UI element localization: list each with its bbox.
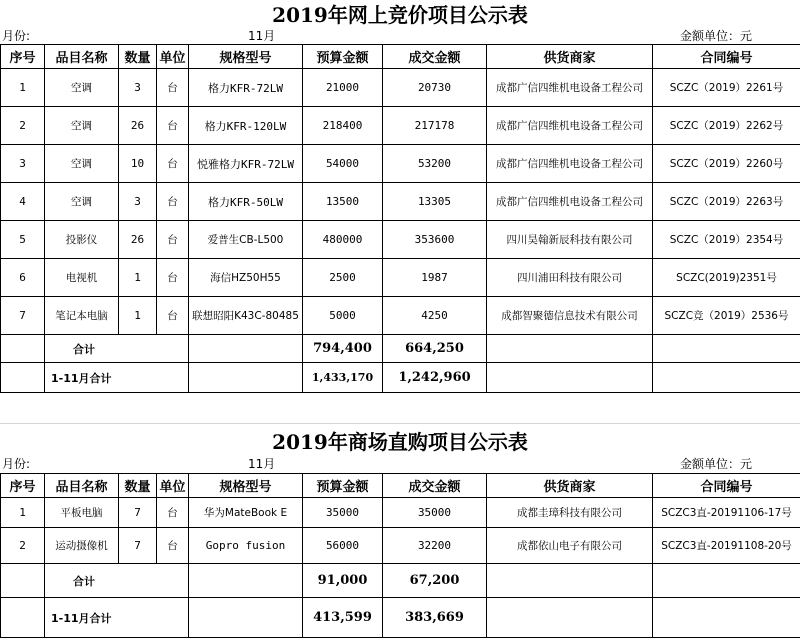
cell[interactable]: SCZC3直-20191108-20号: [653, 528, 800, 564]
cell[interactable]: 成都广信四维机电设备工程公司: [487, 145, 653, 183]
cell[interactable]: 联想昭阳K43C-80485: [189, 297, 303, 335]
cell[interactable]: 4250: [383, 297, 487, 335]
cell[interactable]: [653, 363, 800, 393]
cell[interactable]: 2: [1, 107, 45, 145]
ytd-total-row: [1, 363, 800, 393]
cell[interactable]: 台: [157, 259, 189, 297]
store-header-row: [1, 474, 800, 498]
header-cell: 序号: [1, 474, 45, 498]
cell[interactable]: SCZC3直-20191106-17号: [653, 498, 800, 528]
cell[interactable]: [653, 564, 800, 598]
cell[interactable]: 3: [119, 183, 157, 221]
cell[interactable]: SCZC(2019)2351号: [653, 259, 800, 297]
ytd-budget[interactable]: 413,599: [303, 598, 383, 638]
cell[interactable]: 218400: [303, 107, 383, 145]
header-cell: 数量: [119, 474, 157, 498]
cell[interactable]: 21000: [303, 69, 383, 107]
cell[interactable]: [189, 335, 303, 363]
header-cell: 合同编号: [653, 474, 800, 498]
total-budget[interactable]: 91,000: [303, 564, 383, 598]
cell[interactable]: [1, 564, 45, 598]
cell[interactable]: [653, 598, 800, 638]
cell[interactable]: SCZC（2019）2354号: [653, 221, 800, 259]
empty-grid-row: [0, 398, 800, 424]
cell[interactable]: 四川浦田科技有限公司: [487, 259, 653, 297]
cell[interactable]: 海信HZ50H55: [189, 259, 303, 297]
header-cell: 数量: [119, 45, 157, 69]
header-cell: 单位: [157, 45, 189, 69]
header-cell: 成交金额: [383, 45, 487, 69]
table-row: [1, 145, 800, 183]
cell[interactable]: 26: [119, 107, 157, 145]
header-cell: 成交金额: [383, 474, 487, 498]
cell[interactable]: 空调: [45, 69, 119, 107]
cell[interactable]: 56000: [303, 528, 383, 564]
cell[interactable]: 1: [119, 297, 157, 335]
header-cell: 供货商家: [487, 474, 653, 498]
table-row: [1, 69, 800, 107]
cell[interactable]: 5000: [303, 297, 383, 335]
cell[interactable]: SCZC（2019）2263号: [653, 183, 800, 221]
cell[interactable]: 台: [157, 69, 189, 107]
total-budget[interactable]: 794,400: [303, 335, 383, 363]
cell[interactable]: 3: [1, 145, 45, 183]
online-unit-label: 金额单位：元: [680, 29, 753, 43]
cell[interactable]: 217178: [383, 107, 487, 145]
cell[interactable]: 格力KFR-120LW: [189, 107, 303, 145]
total-row: [1, 564, 800, 598]
cell[interactable]: 35000: [383, 498, 487, 528]
cell[interactable]: [487, 598, 653, 638]
cell[interactable]: 10: [119, 145, 157, 183]
cell[interactable]: 1: [119, 259, 157, 297]
cell[interactable]: [1, 335, 45, 363]
cell[interactable]: SCZC（2019）2261号: [653, 69, 800, 107]
cell[interactable]: SCZC竞（2019）2536号: [653, 297, 800, 335]
online-month-value: 11月: [248, 29, 276, 43]
cell[interactable]: 13305: [383, 183, 487, 221]
header-cell: 品目名称: [45, 45, 119, 69]
cell[interactable]: [189, 598, 303, 638]
cell[interactable]: 13500: [303, 183, 383, 221]
cell[interactable]: [189, 564, 303, 598]
cell[interactable]: 台: [157, 183, 189, 221]
cell[interactable]: [487, 363, 653, 393]
cell[interactable]: 4: [1, 183, 45, 221]
cell[interactable]: 四川昊翰新辰科技有限公司: [487, 221, 653, 259]
cell[interactable]: 1: [1, 69, 45, 107]
cell[interactable]: 成都智聚德信息技术有限公司: [487, 297, 653, 335]
table-row: [1, 183, 800, 221]
cell[interactable]: 电视机: [45, 259, 119, 297]
cell[interactable]: 空调: [45, 145, 119, 183]
cell[interactable]: [1, 363, 45, 393]
cell[interactable]: 6: [1, 259, 45, 297]
store-unit-label: 金额单位：元: [680, 457, 753, 471]
cell[interactable]: 7: [1, 297, 45, 335]
cell[interactable]: 2500: [303, 259, 383, 297]
cell[interactable]: 投影仪: [45, 221, 119, 259]
header-cell: 预算金额: [303, 45, 383, 69]
cell[interactable]: 7: [119, 528, 157, 564]
cell[interactable]: 353600: [383, 221, 487, 259]
cell[interactable]: 运动摄像机: [45, 528, 119, 564]
cell[interactable]: 35000: [303, 498, 383, 528]
total-label[interactable]: 合计: [45, 564, 189, 598]
cell[interactable]: 悦雅格力KFR-72LW: [189, 145, 303, 183]
cell[interactable]: Gopro fusion: [189, 528, 303, 564]
cell[interactable]: [487, 335, 653, 363]
ytd-deal[interactable]: 1,242,960: [383, 363, 487, 393]
header-cell: 规格型号: [189, 45, 303, 69]
online-title: 2019年网上竞价项目公示表: [272, 3, 528, 27]
cell[interactable]: 32200: [383, 528, 487, 564]
store-month-value: 11月: [248, 457, 276, 471]
cell[interactable]: [487, 564, 653, 598]
cell[interactable]: 台: [157, 145, 189, 183]
cell[interactable]: 成都广信四维机电设备工程公司: [487, 107, 653, 145]
cell[interactable]: 台: [157, 528, 189, 564]
cell[interactable]: 成都广信四维机电设备工程公司: [487, 183, 653, 221]
table-row: [1, 297, 800, 335]
cell[interactable]: [1, 598, 45, 638]
cell[interactable]: 空调: [45, 183, 119, 221]
ytd-deal[interactable]: 383,669: [383, 598, 487, 638]
cell[interactable]: 台: [157, 107, 189, 145]
header-cell: 序号: [1, 45, 45, 69]
store-table: [0, 473, 800, 638]
table-row: [1, 259, 800, 297]
total-deal[interactable]: 664,250: [383, 335, 487, 363]
store-month-label: 月份:: [2, 457, 31, 471]
table-row: [1, 221, 800, 259]
cell[interactable]: 53200: [383, 145, 487, 183]
cell[interactable]: 2: [1, 528, 45, 564]
cell[interactable]: 1987: [383, 259, 487, 297]
cell[interactable]: 笔记本电脑: [45, 297, 119, 335]
header-cell: 预算金额: [303, 474, 383, 498]
cell[interactable]: SCZC（2019）2260号: [653, 145, 800, 183]
cell[interactable]: 3: [119, 69, 157, 107]
cell[interactable]: 54000: [303, 145, 383, 183]
store-title: 2019年商场直购项目公示表: [272, 430, 528, 454]
header-cell: 供货商家: [487, 45, 653, 69]
cell[interactable]: 平板电脑: [45, 498, 119, 528]
cell[interactable]: 台: [157, 221, 189, 259]
header-cell: 单位: [157, 474, 189, 498]
online-month-label: 月份:: [2, 29, 31, 43]
ytd-label[interactable]: 1-11月合计: [45, 363, 189, 393]
cell[interactable]: [653, 335, 800, 363]
cell[interactable]: 7: [119, 498, 157, 528]
total-deal[interactable]: 67,200: [383, 564, 487, 598]
cell[interactable]: 空调: [45, 107, 119, 145]
ytd-label[interactable]: 1-11月合计: [45, 598, 189, 638]
cell[interactable]: [189, 363, 303, 393]
cell[interactable]: SCZC（2019）2262号: [653, 107, 800, 145]
cell[interactable]: 台: [157, 498, 189, 528]
online-table: [0, 44, 800, 393]
cell[interactable]: 格力KFR-72LW: [189, 69, 303, 107]
ytd-total-row: [1, 598, 800, 638]
cell[interactable]: 成都广信四维机电设备工程公司: [487, 69, 653, 107]
header-cell: 品目名称: [45, 474, 119, 498]
table-row: [1, 528, 800, 564]
total-label[interactable]: 合计: [45, 335, 189, 363]
cell[interactable]: 爱普生CB-L500: [189, 221, 303, 259]
ytd-budget[interactable]: 1,433,170: [303, 363, 383, 393]
online-header-row: [1, 45, 800, 69]
table-row: [1, 107, 800, 145]
table-row: [1, 498, 800, 528]
total-row: [1, 335, 800, 363]
cell[interactable]: 1: [1, 498, 45, 528]
cell[interactable]: 格力KFR-50LW: [189, 183, 303, 221]
cell[interactable]: 台: [157, 297, 189, 335]
header-cell: 合同编号: [653, 45, 800, 69]
cell[interactable]: 成都圭璋科技有限公司: [487, 498, 653, 528]
cell[interactable]: 480000: [303, 221, 383, 259]
cell[interactable]: 华为MateBook E: [189, 498, 303, 528]
cell[interactable]: 成都依山电子有限公司: [487, 528, 653, 564]
header-cell: 规格型号: [189, 474, 303, 498]
cell[interactable]: 20730: [383, 69, 487, 107]
cell[interactable]: 26: [119, 221, 157, 259]
cell[interactable]: 5: [1, 221, 45, 259]
